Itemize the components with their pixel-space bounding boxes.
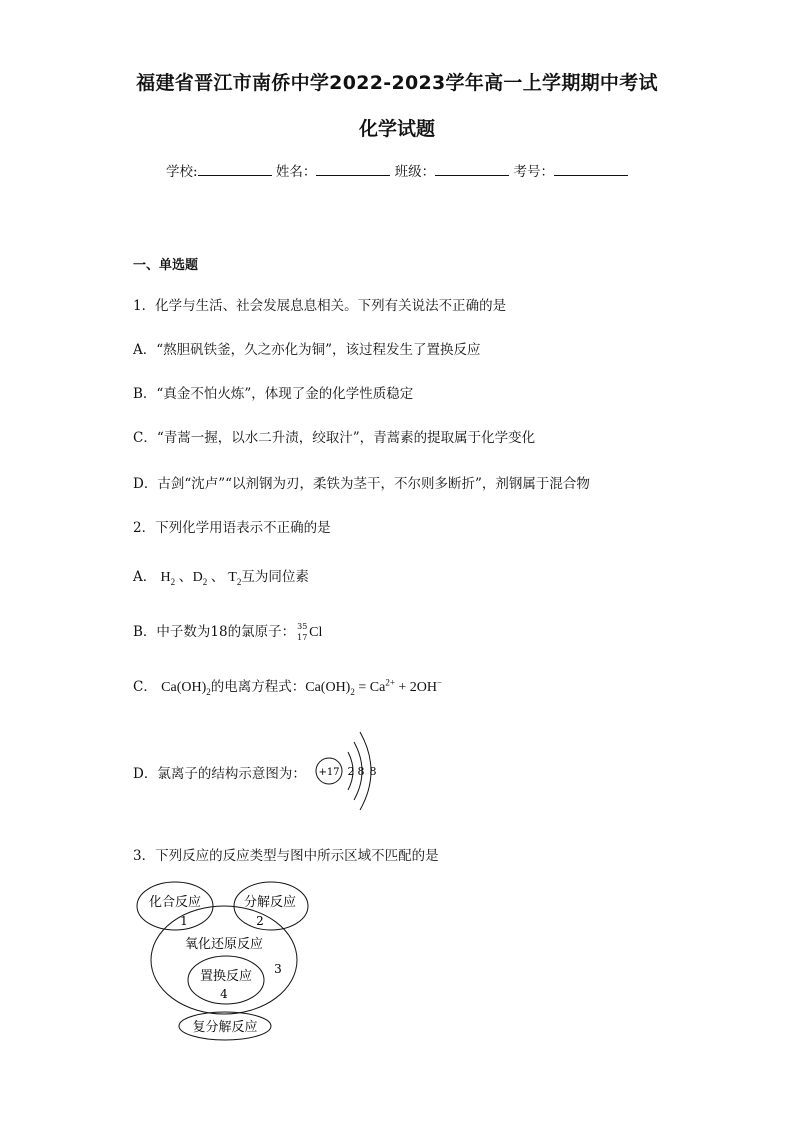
q1-stem: 1．化学与生活、社会发展息息相关。下列有关说法不正确的是: [133, 298, 507, 314]
name-blank[interactable]: [316, 162, 390, 176]
displacement-label: 置换反应: [199, 969, 253, 984]
school-label: 学校:: [166, 164, 198, 180]
q1-option-c: C．“青蒿一握，以水二升渍，绞取汁”，青蒿素的提取属于化学变化: [133, 430, 536, 446]
double-decomposition-label: 复分解反应: [192, 1020, 258, 1035]
redox-label: 氧化还原反应: [184, 937, 264, 952]
name-label: 姓名：: [275, 164, 317, 180]
reaction-type-venn-diagram: [130, 878, 320, 1044]
chloride-ion-structure-diagram: [310, 730, 390, 816]
q1-option-a: A．“熬胆矾铁釜，久之亦化为铜”，该过程发生了置换反应: [133, 342, 481, 358]
chlorine-isotope-notation: 35 17: [297, 621, 308, 642]
q2-option-b: B．中子数为18的氯原子： 35 17 Cl: [133, 621, 323, 642]
ionization-equation: $Ca(OH)_2 = Ca^{2+} + 2OH^-$: [305, 677, 443, 697]
shell-2-electrons: 8: [357, 765, 365, 778]
q2-stem: 2．下列化学用语表示不正确的是: [133, 520, 331, 536]
shell-1-electrons: 2: [347, 765, 355, 778]
calcium-hydroxide-formula: $Ca(OH)_2$: [161, 680, 211, 697]
q2-option-d: D．氯离子的结构示意图为：: [133, 766, 306, 782]
exam-no-blank[interactable]: [554, 162, 628, 176]
isotope-formulas: $H_2$ 、$D_2$ 、 $T_2$: [160, 570, 242, 587]
class-label: 班级：: [394, 164, 436, 180]
class-blank[interactable]: [435, 162, 509, 176]
q3-stem: 3．下列反应的反应类型与图中所示区域不匹配的是: [133, 848, 439, 864]
nucleus-charge: +17: [318, 767, 340, 778]
combination-label: 化合反应: [148, 895, 202, 910]
exam-subject: 化学试题: [358, 118, 435, 140]
exam-no-label: 考号：: [513, 164, 554, 180]
exam-title: 福建省晋江市南侨中学2022-2023学年高一上学期期中考试: [136, 72, 658, 94]
region-2-label: 2: [256, 914, 264, 928]
school-blank[interactable]: [198, 162, 272, 176]
region-4-label: 4: [220, 987, 228, 1001]
region-3-label: 3: [274, 962, 282, 976]
section-heading: 一、单选题: [133, 258, 199, 273]
q1-option-d: D．古剑“沈卢”“以剂钢为刃，柔铁为茎干，不尔则多断折”，剂钢属于混合物: [133, 476, 590, 492]
decomposition-label: 分解反应: [243, 895, 297, 910]
q2-option-a: A． $H_2$ 、$D_2$ 、 $T_2$互为同位素: [133, 569, 309, 587]
shell-3-electrons: 8: [369, 765, 377, 778]
student-info-row: [0, 160, 794, 180]
q2-option-c: C． $Ca(OH)_2$的电离方程式：$Ca(OH)_2 = Ca^{2+} + 2OH^-$: [133, 677, 443, 697]
region-1-label: 1: [180, 914, 188, 928]
q1-option-b: B．“真金不怕火炼”，体现了金的化学性质稳定: [133, 386, 414, 402]
